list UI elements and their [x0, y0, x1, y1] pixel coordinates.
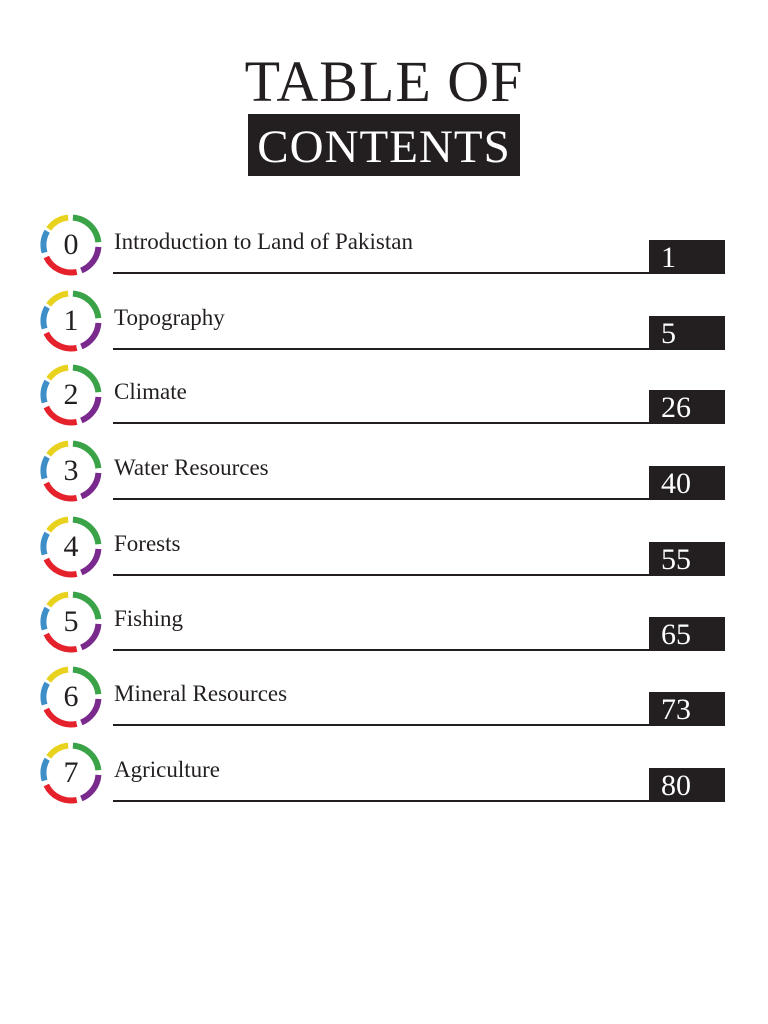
- chapter-ring-icon: [38, 212, 104, 278]
- chapter-title: Agriculture: [114, 757, 221, 782]
- page-number: 5: [661, 317, 676, 350]
- toc-entry[interactable]: [0, 664, 768, 728]
- toc-entry[interactable]: [0, 514, 768, 578]
- table-of-contents: [0, 212, 768, 812]
- chapter-title: Forests: [114, 531, 181, 556]
- entry-underline: [113, 574, 651, 576]
- page-number: 55: [661, 543, 691, 576]
- page-number-badge: [649, 768, 725, 802]
- page-number-badge: [649, 692, 725, 726]
- chapter-number: 1: [63, 304, 79, 337]
- chapter-number: 4: [63, 530, 79, 563]
- page-number: 1: [661, 241, 676, 274]
- chapter-ring-icon: [38, 514, 104, 580]
- entry-underline: [113, 498, 651, 500]
- entry-underline: [113, 800, 651, 802]
- chapter-ring-icon: [38, 664, 104, 730]
- chapter-title: Fishing: [114, 606, 184, 631]
- chapter-title: Climate: [114, 379, 187, 404]
- page-number: 40: [661, 467, 691, 500]
- toc-entry[interactable]: [0, 589, 768, 653]
- title-line-2: CONTENTS: [248, 114, 519, 176]
- page-number: 26: [661, 391, 691, 424]
- chapter-number: 3: [63, 454, 79, 487]
- chapter-number: 6: [63, 680, 79, 713]
- toc-entry[interactable]: [0, 740, 768, 804]
- chapter-ring-icon: [38, 438, 104, 504]
- page-number-badge: [649, 466, 725, 500]
- toc-entry[interactable]: [0, 362, 768, 426]
- chapter-ring-icon: [38, 362, 104, 428]
- entry-underline: [113, 422, 651, 424]
- title-line-1: TABLE OF: [244, 49, 524, 114]
- page-number: 73: [661, 693, 691, 726]
- page-number-badge: [649, 240, 725, 274]
- page-number: 65: [661, 618, 691, 651]
- chapter-title: Water Resources: [114, 455, 269, 480]
- chapter-ring-icon: [38, 589, 104, 655]
- page-number-badge: [649, 542, 725, 576]
- page-number-badge: [649, 316, 725, 350]
- chapter-number: 5: [63, 605, 79, 638]
- entry-underline: [113, 348, 651, 350]
- chapter-number: 7: [63, 756, 79, 789]
- page-header: [0, 49, 768, 176]
- chapter-title: Topography: [114, 305, 225, 330]
- toc-entry[interactable]: [0, 438, 768, 502]
- entry-underline: [113, 272, 651, 274]
- chapter-ring-icon: [38, 288, 104, 354]
- entry-underline: [113, 649, 651, 651]
- entry-underline: [113, 724, 651, 726]
- toc-entry[interactable]: [0, 212, 768, 276]
- chapter-title: Introduction to Land of Pakistan: [114, 229, 413, 254]
- chapter-number: 2: [63, 378, 79, 411]
- page-number-badge: [649, 390, 725, 424]
- page-number: 80: [661, 769, 691, 802]
- chapter-ring-icon: [38, 740, 104, 806]
- page-number-badge: [649, 617, 725, 651]
- toc-entry[interactable]: [0, 288, 768, 352]
- chapter-number: 0: [63, 228, 79, 261]
- chapter-title: Mineral Resources: [114, 681, 288, 706]
